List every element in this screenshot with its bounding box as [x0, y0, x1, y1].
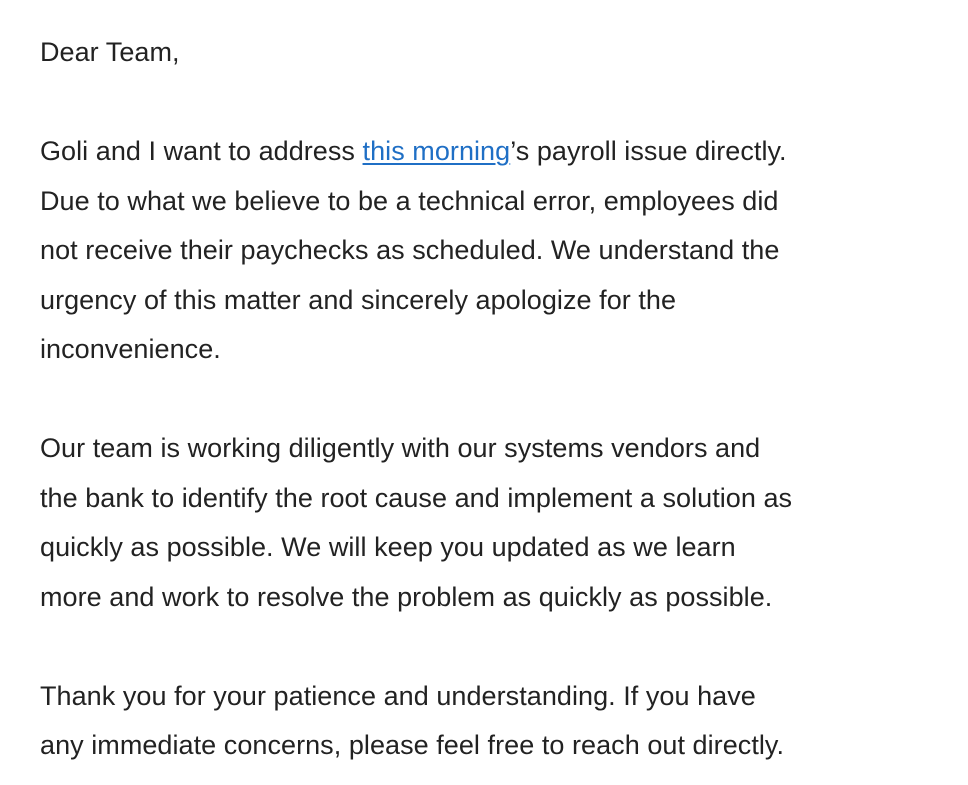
paragraph-line: inconvenience. — [40, 334, 221, 364]
paragraph-line: the bank to identify the root cause and implement a solution as — [40, 482, 793, 513]
paragraph-line: Thank you for your patience and understanding. If you have — [40, 680, 756, 711]
this-morning-link[interactable]: this morning — [362, 136, 511, 166]
paragraph-spacer — [40, 78, 948, 128]
paragraph-thank-you — [40, 672, 948, 771]
paragraph-spacer — [40, 375, 948, 425]
paragraph-line: Our team is working diligently with our systems vendors and — [40, 433, 761, 463]
paragraph-spacer — [40, 622, 948, 672]
paragraph-line: any immediate concerns, please feel free to reach out directly. — [40, 730, 785, 760]
text-segment: ’s payroll issue directly. — [510, 136, 787, 166]
paragraph-line: urgency of this matter and sincerely apologize for the — [40, 284, 677, 315]
greeting: Dear Team, — [40, 37, 180, 67]
paragraph-payroll-issue — [40, 127, 948, 375]
paragraph-team-working — [40, 424, 948, 622]
paragraph-line: Due to what we believe to be a technical error, employees did — [40, 185, 779, 216]
paragraph-line: quickly as possible. We will keep you updated as we learn — [40, 532, 736, 562]
paragraph-line: not receive their paychecks as scheduled. We understand the — [40, 235, 780, 265]
text-segment: Goli and I want to address — [40, 136, 363, 166]
paragraph-line — [40, 127, 948, 177]
paragraph-line: more and work to resolve the problem as quickly as possible. — [40, 581, 773, 612]
